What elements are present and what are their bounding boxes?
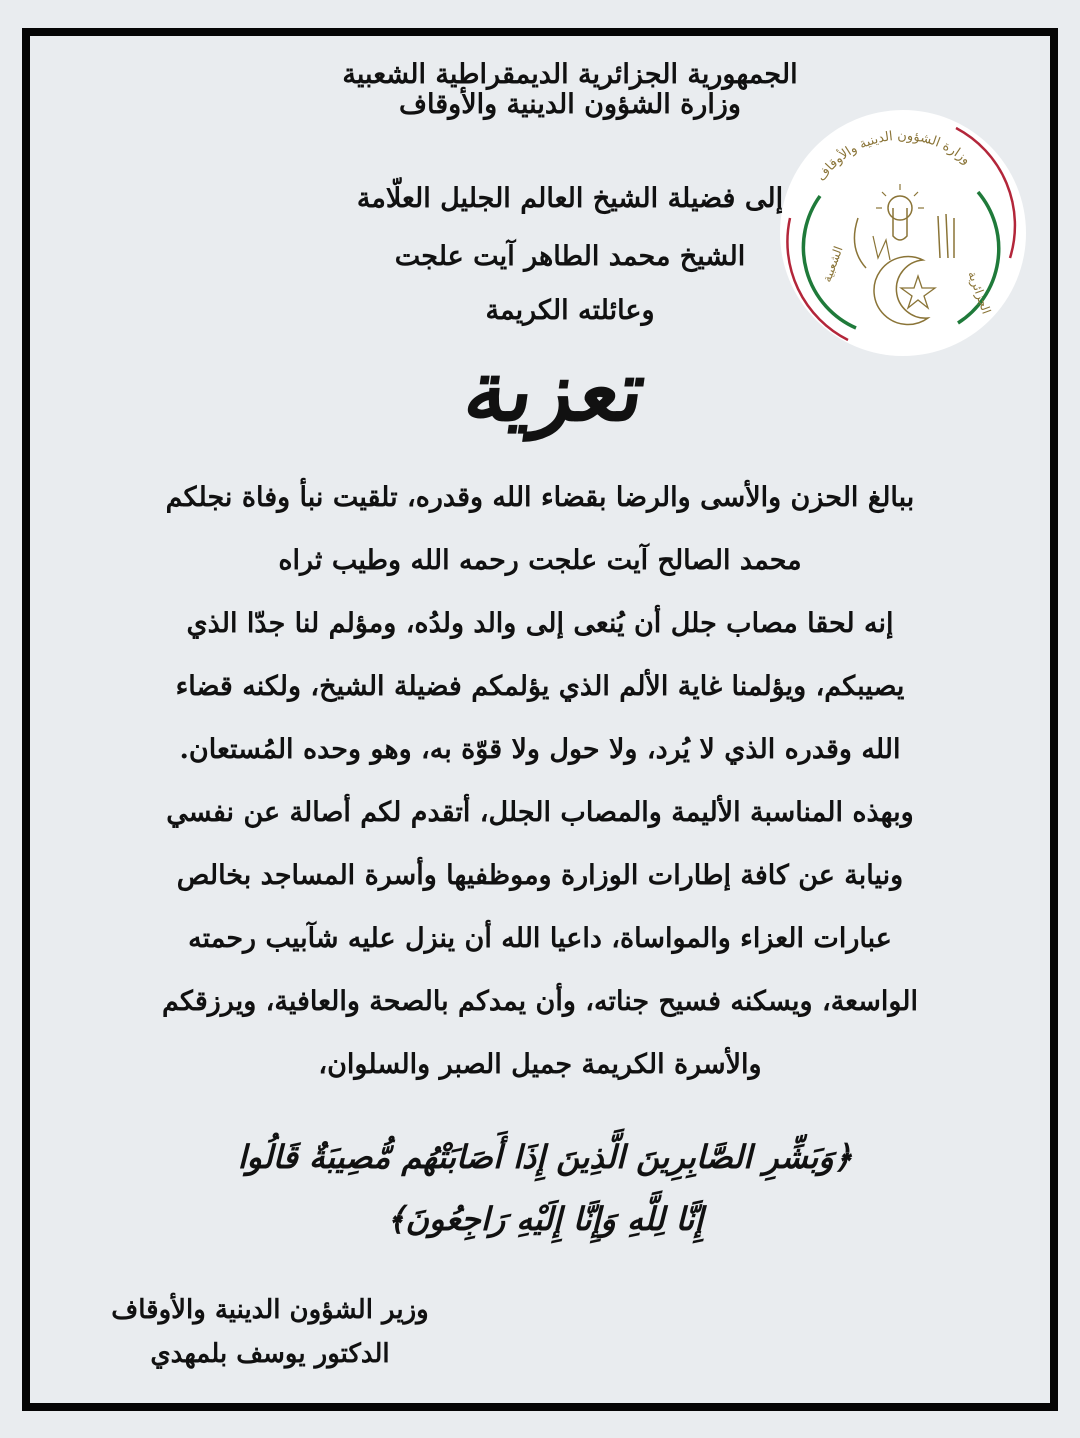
republic-name: الجمهورية الجزائرية الديمقراطية الشعبية xyxy=(342,59,798,90)
body-line: ونيابة عن كافة إطارات الوزارة وموظفيها وأسرة المساجد بخالص xyxy=(176,860,904,891)
body-line: وبهذه المناسبة الأليمة والمصاب الجلل، أتقدم لكم أصالة عن نفسي xyxy=(166,797,914,828)
body-line: إنه لحقا مصاب جلل أن يُنعى إلى والد ولدُه، ومؤلم لنا جدّا الذي xyxy=(186,608,894,639)
svg-text:الشعبية: الشعبية xyxy=(819,244,846,285)
recipient-block xyxy=(300,170,840,336)
body-line: الواسعة، ويسكنه فسيح جناته، وأن يمدكم بالصحة والعافية، ويرزقكم xyxy=(161,986,919,1017)
recipient-name: الشيخ محمد الطاهر آيت علجت xyxy=(394,241,746,272)
recipient-title: إلى فضيلة الشيخ العالم الجليل العلّامة xyxy=(356,183,784,214)
verse-line: ﴿وَبَشِّرِ الصَّابِرِينَ الَّذِينَ إِذَا أَصَابَتْهُم مُّصِيبَةٌ قَالُوا xyxy=(237,1138,853,1176)
svg-text:وزارة الشؤون الدينية والأوقاف: وزارة الشؤون الدينية والأوقاف xyxy=(814,128,974,185)
document-frame xyxy=(22,28,1058,1411)
condolence-body xyxy=(125,466,955,1096)
signature-block xyxy=(70,1288,470,1376)
letterhead xyxy=(300,60,840,120)
body-line: الله وقدره الذي لا يُرد، ولا حول ولا قوّة به، وهو وحده المُستعان. xyxy=(179,734,901,765)
document-title: تعزية xyxy=(458,341,652,440)
signatory-position: وزير الشؤون الدينية والأوقاف xyxy=(111,1295,429,1325)
body-line: محمد الصالح آيت علجت رحمه الله وطيب ثراه xyxy=(278,545,802,576)
svg-text:الجزائرية: الجزائرية xyxy=(965,269,994,316)
body-line: يصيبكم، ويؤلمنا غاية الألم الذي يؤلمكم فضيلة الشيخ، ولكنه قضاء xyxy=(175,671,905,702)
body-line: والأسرة الكريمة جميل الصبر والسلوان، xyxy=(318,1049,762,1080)
signatory-name: الدكتور يوسف بلمهدي xyxy=(150,1339,390,1369)
verse-line: إِنَّا لِلَّهِ وَإِنَّا إِلَيْهِ رَاجِعُونَ﴾ xyxy=(386,1200,704,1238)
quran-verse xyxy=(135,1126,955,1250)
ministry-name: وزارة الشؤون الدينية والأوقاف xyxy=(399,89,741,120)
recipient-family: وعائلته الكريمة xyxy=(485,295,655,326)
body-line: ببالغ الحزن والأسى والرضا بقضاء الله وقدره، تلقيت نبأ وفاة نجلكم xyxy=(165,482,915,513)
body-line: عبارات العزاء والمواساة، داعيا الله أن ينزل عليه شآبيب رحمته xyxy=(188,923,892,954)
